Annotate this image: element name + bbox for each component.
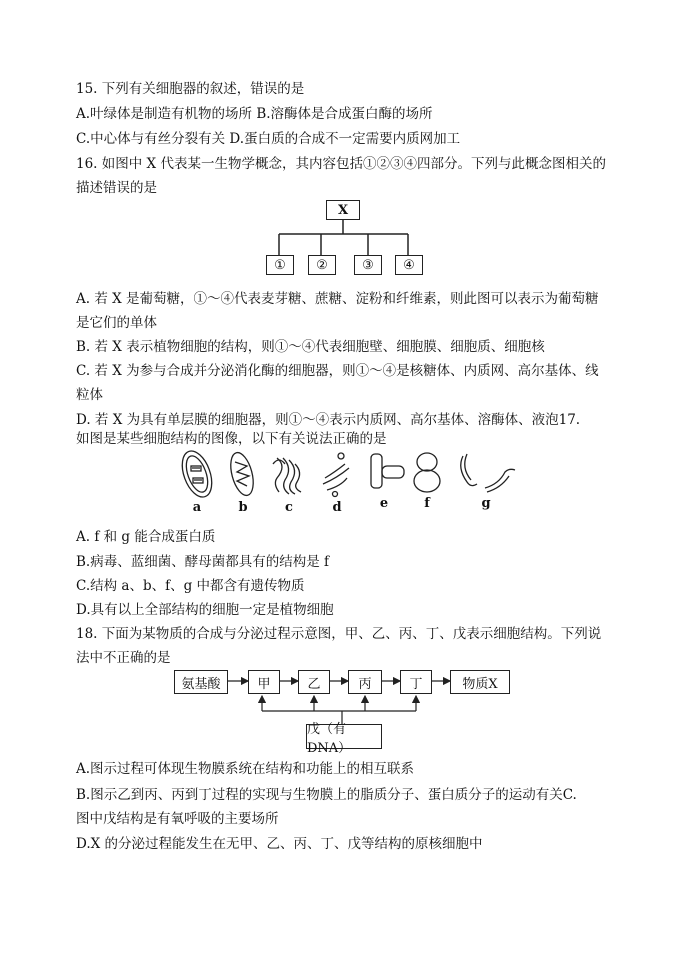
q17-stem: 如图是某些细胞结构的图像，以下有关说法正确的是 (76, 431, 387, 447)
q16-option-b: B. 若 X 表示植物细胞的结构，则①～④代表细胞壁、细胞膜、细胞质、细胞核 (76, 339, 545, 355)
q15-options-ab: A.叶绿体是制造有机物的场所 B.溶酶体是合成蛋白酶的场所 (76, 106, 433, 122)
structure-a-chloroplast (177, 448, 218, 500)
q18-stem-line1: 18. 下面为某物质的合成与分泌过程示意图，甲、乙、丙、丁、戊表示细胞结构。下列说 (76, 626, 602, 642)
label-e: e (379, 496, 389, 511)
structure-g-structure (461, 454, 515, 492)
flow-box-ding: 丁 (400, 670, 432, 694)
structure-e-centriole (371, 454, 404, 488)
label-b: b (238, 500, 248, 515)
structure-c-er (273, 458, 301, 494)
cell-structures-figure (165, 448, 525, 518)
concept-child-2: ② (308, 255, 336, 275)
q16-stem-line2: 描述错误的是 (76, 180, 157, 196)
q18-option-b-line2: 图中戊结构是有氧呼吸的主要场所 (76, 811, 279, 827)
q18-option-b-line1: B.图示乙到丙、丙到丁过程的实现与生物膜上的脂质分子、蛋白质分子的运动有关C. (76, 787, 577, 803)
q17-option-c: C.结构 a、b、f、g 中都含有遗传物质 (76, 578, 305, 594)
q15-options-cd: C.中心体与有丝分裂有关 D.蛋白质的合成不一定需要内质网加工 (76, 131, 461, 147)
flow-box-bing: 丙 (348, 670, 382, 694)
q16-option-a-line1: A. 若 X 是葡萄糖，①～④代表麦芽糖、蔗糖、淀粉和纤维素，则此图可以表示为葡萄糖 (76, 291, 599, 307)
concept-child-1: ① (266, 255, 294, 275)
q16-option-d: D. 若 X 为具有单层膜的细胞器，则①～④表示内质网、高尔基体、溶酶体、液泡17. (76, 412, 581, 428)
label-d: d (332, 500, 342, 515)
q18-option-a: A.图示过程可体现生物膜系统在结构和功能上的相互联系 (76, 761, 415, 777)
q17-option-d: D.具有以上全部结构的细胞一定是植物细胞 (76, 602, 334, 618)
flow-box-wu: 戊（有DNA） (306, 724, 382, 749)
concept-root-x: X (326, 200, 360, 220)
q16-option-a-line2: 是它们的单体 (76, 315, 157, 331)
concept-diagram (260, 198, 420, 278)
q18-option-d: D.X 的分泌过程能发生在无甲、乙、丙、丁、戊等结构的原核细胞中 (76, 836, 483, 852)
q16-option-c-line2: 粒体 (76, 387, 103, 403)
flow-box-jia: 甲 (248, 670, 280, 694)
structure-f-ribosome (414, 453, 440, 492)
label-c: c (285, 500, 293, 515)
label-a: a (192, 500, 202, 515)
flow-box-amino-acid: 氨基酸 (174, 670, 228, 694)
secretion-flow-diagram (170, 668, 530, 756)
structure-b-mitochondrion (227, 450, 258, 498)
q18-stem-line2: 法中不正确的是 (76, 650, 171, 666)
structure-d-golgi (323, 453, 349, 497)
q15-stem: 15. 下列有关细胞器的叙述，错误的是 (76, 81, 305, 97)
q16-option-c-line1: C. 若 X 为参与合成并分泌消化酶的细胞器，则①～④是核糖体、内质网、高尔基体、线 (76, 363, 599, 379)
concept-child-4: ④ (395, 255, 423, 275)
flow-box-yi: 乙 (298, 670, 330, 694)
concept-child-3: ③ (354, 255, 382, 275)
cell-structures-drawing (165, 448, 525, 500)
q17-option-b: B.病毒、蓝细菌、酵母菌都具有的结构是 f (76, 554, 329, 570)
label-f: f (424, 496, 430, 511)
q16-stem-line1: 16. 如图中 X 代表某一生物学概念，其内容包括①②③④四部分。下列与此概念图相关的 (76, 156, 606, 172)
q17-option-a: A. f 和 g 能合成蛋白质 (76, 529, 216, 545)
flow-box-substance-x: 物质X (450, 670, 510, 694)
label-g: g (481, 496, 491, 511)
